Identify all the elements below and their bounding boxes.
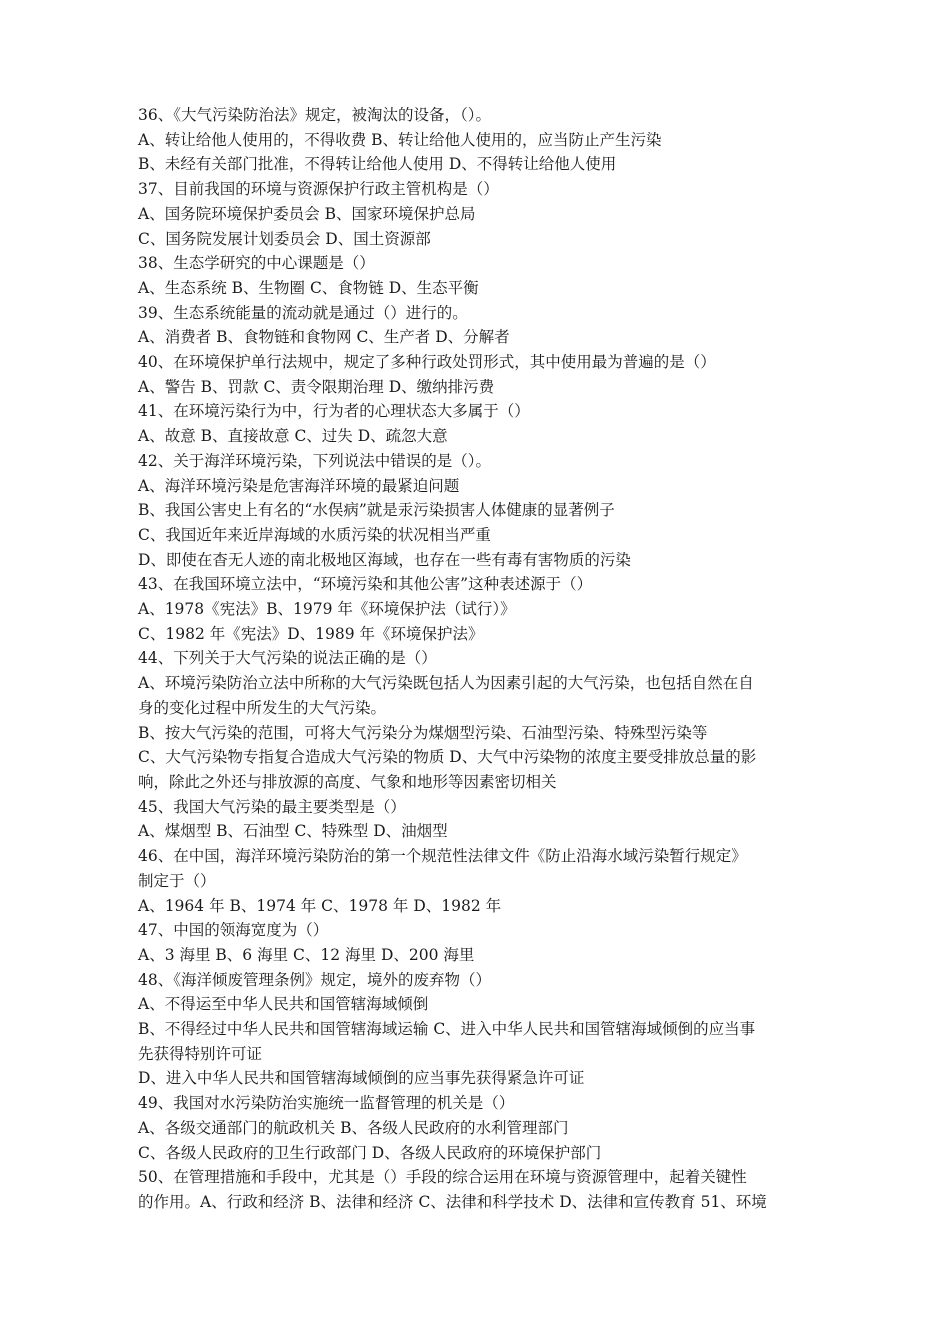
- text-line: A、环境污染防治立法中所称的大气污染既包括人为因素引起的大气污染，也包括自然在自: [138, 674, 754, 693]
- text-line: 44、下列关于大气污染的说法正确的是（）: [138, 649, 437, 668]
- text-line: D、即使在杳无人迹的南北极地区海域，也存在一些有毒有害物质的污染: [138, 550, 631, 569]
- text-line: 42、关于海洋环境污染，下列说法中错误的是（）。: [138, 451, 491, 470]
- text-line: 制定于（）: [138, 871, 216, 890]
- text-line: A、1978《宪法》B、1979 年《环境保护法（试行）》: [138, 600, 516, 619]
- text-line: A、煤烟型 B、石油型 C、特殊型 D、油烟型: [138, 822, 448, 841]
- text-line: B、按大气污染的范围，可将大气污染分为煤烟型污染、石油型污染、特殊型污染等: [138, 723, 708, 742]
- text-line: 40、在环境保护单行法规中，规定了多种行政处罚形式，其中使用最为普遍的是（）: [138, 353, 716, 372]
- text-line: 47、中国的领海宽度为（）: [138, 921, 329, 940]
- text-line: 38、生态学研究的中心课题是（）: [138, 254, 375, 273]
- text-line: 37、目前我国的环境与资源保护行政主管机构是（）: [138, 180, 499, 199]
- text-line: C、大气污染物专指复合造成大气污染的物质 D、大气中污染物的浓度主要受排放总量的影: [138, 748, 757, 767]
- text-line: 50、在管理措施和手段中，尤其是（）手段的综合运用在环境与资源管理中，起着关键性: [138, 1168, 747, 1187]
- text-line: B、我国公害史上有名的“水俣病”就是汞污染损害人体健康的显著例子: [138, 501, 615, 520]
- text-line: C、各级人民政府的卫生行政部门 D、各级人民政府的环境保护部门: [138, 1143, 602, 1162]
- text-line: 的作用。A、行政和经济 B、法律和经济 C、法律和科学技术 D、法律和宣传教育 51、环境: [138, 1192, 767, 1211]
- text-line: A、1964 年 B、1974 年 C、1978 年 D、1982 年: [138, 896, 502, 915]
- text-line: A、警告 B、罚款 C、责令限期治理 D、缴纳排污费: [138, 377, 495, 396]
- text-line: C、1982 年《宪法》D、1989 年《环境保护法》: [138, 624, 484, 643]
- text-line: 49、我国对水污染防治实施统一监督管理的机关是（）: [138, 1094, 515, 1113]
- document-body: [138, 103, 824, 1215]
- text-line: 先获得特别许可证: [138, 1044, 263, 1063]
- text-line: C、国务院发展计划委员会 D、国土资源部: [138, 229, 431, 248]
- text-line: 身的变化过程中所发生的大气污染。: [138, 698, 387, 717]
- text-line: 41、在环境污染行为中，行为者的心理状态大多属于（）: [138, 402, 530, 421]
- text-line: A、转让给他人使用的，不得收费 B、转让给他人使用的，应当防止产生污染: [138, 130, 662, 149]
- text-line: A、消费者 B、食物链和食物网 C、生产者 D、分解者: [138, 328, 510, 347]
- text-line: A、生态系统 B、生物圈 C、食物链 D、生态平衡: [138, 278, 479, 297]
- text-line: C、我国近年来近岸海域的水质污染的状况相当严重: [138, 525, 491, 544]
- text-line: D、进入中华人民共和国管辖海域倾倒的应当事先获得紧急许可证: [138, 1069, 585, 1088]
- text-line: A、故意 B、直接故意 C、过失 D、疏忽大意: [138, 427, 448, 446]
- text-line: 46、在中国，海洋环境污染防治的第一个规范性法律文件《防止沿海水域污染暂行规定》: [138, 847, 747, 866]
- text-line: 43、在我国环境立法中，“环境污染和其他公害”这种表述源于（）: [138, 575, 593, 594]
- text-line: 45、我国大气污染的最主要类型是（）: [138, 797, 406, 816]
- text-line: A、各级交通部门的航政机关 B、各级人民政府的水利管理部门: [138, 1118, 569, 1137]
- text-line: B、未经有关部门批准，不得转让给他人使用 D、不得转让给他人使用: [138, 155, 617, 174]
- text-line: A、3 海里 B、6 海里 C、12 海里 D、200 海里: [138, 945, 475, 964]
- text-line: A、海洋环境污染是危害海洋环境的最紧迫问题: [138, 476, 460, 495]
- text-line: 39、生态系统能量的流动就是通过（）进行的。: [138, 303, 468, 322]
- text-line: A、国务院环境保护委员会 B、国家环境保护总局: [138, 204, 476, 223]
- text-line: 响，除此之外还与排放源的高度、气象和地形等因素密切相关: [138, 772, 557, 791]
- text-line: 36、《大气污染防治法》规定，被淘汰的设备，（）。: [138, 106, 491, 124]
- text-line: B、不得经过中华人民共和国管辖海域运输 C、进入中华人民共和国管辖海域倾倒的应当事: [138, 1020, 756, 1039]
- text-line: 48、《海洋倾废管理条例》规定，境外的废弃物（）: [138, 970, 491, 989]
- text-line: A、不得运至中华人民共和国管辖海域倾倒: [138, 995, 429, 1014]
